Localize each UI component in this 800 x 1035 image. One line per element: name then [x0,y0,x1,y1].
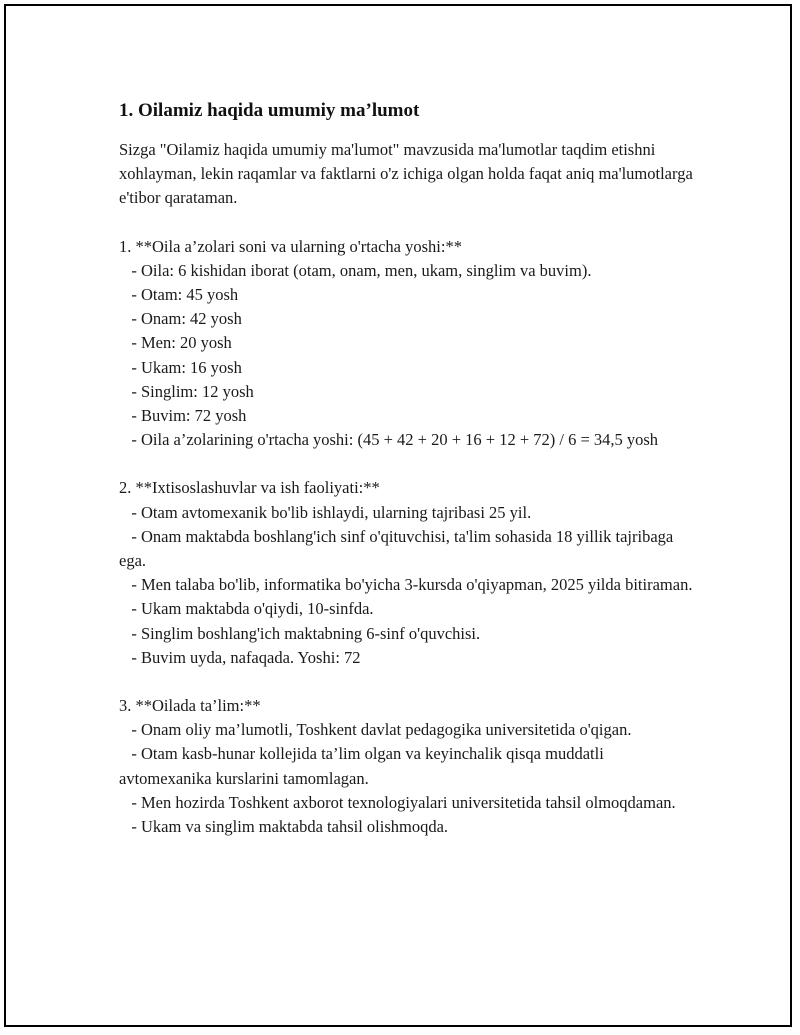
list-item: - Singlim boshlang'ich maktabning 6-sinf o'quvchisi. [119,623,481,643]
list-item: - Onam: 42 yosh [119,309,242,329]
section-heading: 1. **Oila a’zolari soni va ularning o'rtacha yoshi:** [119,236,462,256]
list-item: - Onam maktabda boshlang'ich sinf o'qituvchisi, ta'lim sohasida 18 yillik tajribaga ega. [119,526,678,571]
list-item: - Ukam va singlim maktabda tahsil olishmoqda. [119,817,449,837]
section-heading: 3. **Oilada ta’lim:** [119,696,261,716]
list-item: - Ukam: 16 yosh [119,357,242,377]
section-occupations [119,476,699,670]
list-item: - Buvim: 72 yosh [119,406,247,426]
intro-paragraph: Sizga "Oilamiz haqida umumiy ma'lumot" mavzusida ma'lumotlar taqdim etishni xohlayman, lekin raqamlar va faktlarni o'z ichiga olgan holda faqat aniq ma'lumotlarga e'tibor qarataman. [119,140,693,208]
section-heading: 2. **Ixtisoslashuvlar va ish faoliyati:** [119,478,380,498]
list-item: - Men hozirda Toshkent axborot texnologiyalari universitetida tahsil olmoqdaman. [119,792,676,812]
list-item: - Oila: 6 kishidan iborat (otam, onam, men, ukam, singlim va buvim). [119,260,592,280]
list-item: - Onam oliy ma’lumotli, Toshkent davlat pedagogika universitetida o'qigan. [119,720,632,740]
list-item: - Otam: 45 yosh [119,285,239,305]
document-content [119,98,699,863]
list-item: - Buvim uyda, nafaqada. Yoshi: 72 [119,647,361,667]
list-item: - Men: 20 yosh [119,333,232,353]
section-education [119,694,699,839]
list-item: - Otam kasb-hunar kollejida ta’lim olgan va keyinchalik qisqa muddatli avtomexanika kurslarini tamomlagan. [119,744,608,788]
list-item: - Oila a’zolarining o'rtacha yoshi: (45 + 42 + 20 + 16 + 12 + 72) / 6 = 34,5 yosh [119,430,659,450]
list-item: - Men talaba bo'lib, informatika bo'yicha 3-kursda o'qiyapman, 2025 yilda bitiraman. [119,575,693,595]
list-item: - Singlim: 12 yosh [119,381,254,401]
list-item: - Otam avtomexanik bo'lib ishlaydi, ularning tajribasi 25 yil. [119,502,532,522]
document-page [4,4,792,1027]
list-item: - Ukam maktabda o'qiydi, 10-sinfda. [119,599,374,619]
section-family-members [119,235,699,453]
document-title: 1. Oilamiz haqida umumiy ma’lumot [119,100,420,121]
